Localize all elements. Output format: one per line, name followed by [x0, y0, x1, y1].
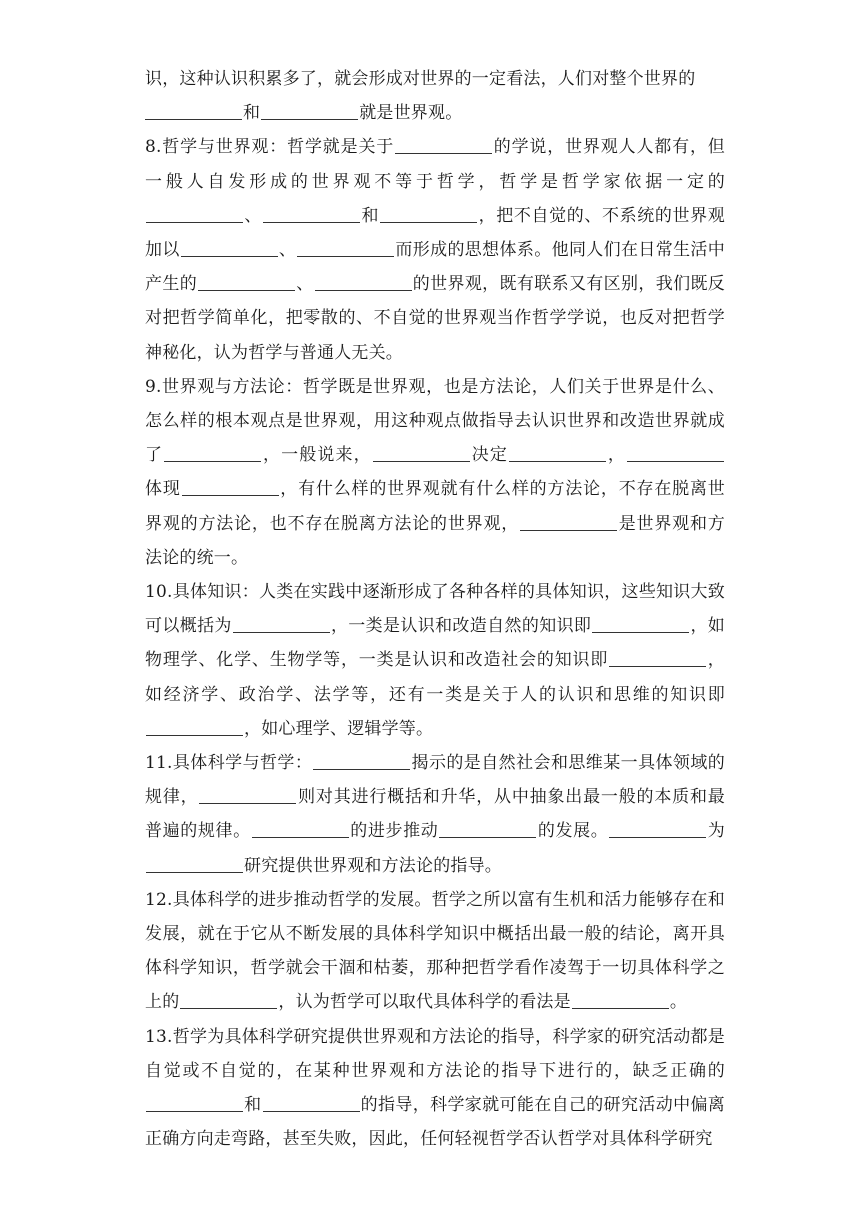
fill-blank[interactable] — [315, 289, 412, 291]
fill-blank[interactable] — [164, 460, 261, 462]
text-segment: 的学说，世界观人人都有，但一般人自发形成的世界观不等于哲学，哲学是哲学家依据一定的 — [145, 137, 725, 192]
fill-blank[interactable] — [297, 255, 394, 257]
text-segment: 8.哲学与世界观：哲学就是关于 — [145, 137, 395, 158]
text-segment: ，一类是认识和改造自然的知识即 — [330, 616, 592, 637]
text-segment: 的发展。 — [537, 821, 609, 842]
text-segment: ，如心理学、逻辑学等。 — [244, 718, 434, 739]
text-segment: 为 — [707, 821, 725, 842]
text-segment: 和 — [361, 205, 380, 226]
fill-blank[interactable] — [572, 1007, 669, 1009]
fill-blank[interactable] — [263, 1110, 360, 1112]
fill-blank[interactable] — [146, 221, 243, 223]
text-segment: ，如经济学、政治学、法学等，还有一类是关于人的认识和思维的知识即 — [145, 650, 726, 705]
fill-blank[interactable] — [380, 221, 477, 223]
text-segment: 11.具体科学与哲学： — [145, 753, 313, 774]
text-segment: 研究提供世界观和方法论的指导。 — [244, 855, 502, 876]
text-segment: ，认为哲学可以取代具体科学的看法是 — [278, 992, 571, 1013]
fill-blank[interactable] — [180, 1007, 277, 1009]
text-segment: 就是世界观。 — [359, 103, 463, 124]
text-segment: ， — [606, 445, 626, 466]
paragraph-10 — [145, 575, 725, 746]
text-segment: 、 — [296, 274, 314, 295]
text-segment: 的进步推动 — [349, 821, 439, 842]
fill-blank[interactable] — [592, 631, 689, 633]
paragraph-8 — [145, 130, 725, 369]
text-segment: ，把不自觉的、不系统的世界观加以 — [145, 205, 726, 261]
text-segment: 。 — [669, 992, 688, 1013]
fill-blank[interactable] — [395, 152, 492, 154]
fill-blank[interactable] — [313, 768, 410, 770]
text-segment: 的指导，科学家就可能在自己的研究活动中偏离正确方向走弯路，甚至失败，因此，任何轻视哲学否认哲学对具体科学研究 — [145, 1095, 725, 1150]
text-segment: 则对其进行概括和升华，从中抽象出最一般的本质和最普遍的规律。 — [145, 787, 725, 842]
document-body — [145, 62, 725, 1157]
fill-blank[interactable] — [146, 1110, 243, 1112]
text-segment: 和 — [243, 103, 261, 124]
paragraph-9 — [145, 370, 725, 575]
text-segment: 识，这种认识积累多了，就会形成对世界的一定看法，人们对整个世界的 — [145, 69, 696, 89]
text-segment: 12.具体科学的进步推动哲学的发展。哲学之所以富有生机和活力能够存在和发展，就在于它从不断发展的具体科学知识中概括出最一般的结论，离开具体科学知识，哲学就会干涸和枯萎，那种把哲学看作凌驾于一切具体科学之上的 — [145, 889, 725, 1013]
fill-blank[interactable] — [509, 460, 606, 462]
text-segment: 体现 — [145, 479, 181, 500]
text-segment: ，有什么样的世界观就有什么样的方法论，不存在脱离世界观的方法论，也不存在脱离方法论的世界观， — [145, 479, 726, 534]
fill-blank[interactable] — [252, 836, 349, 838]
fill-blank[interactable] — [627, 460, 724, 462]
text-segment: 揭示的是自然社会和思维某一具体领域的规律， — [145, 753, 725, 808]
fill-blank[interactable] — [439, 836, 536, 838]
text-segment: ，一般说来， — [262, 445, 372, 466]
paragraph-11 — [145, 746, 725, 883]
fill-blank[interactable] — [609, 836, 706, 838]
text-segment: 而形成的思想体系。他同人们在日常生活中产生的 — [145, 240, 725, 295]
text-segment: 10.具体知识：人类在实践中逐渐形成了各种各样的具体知识，这些知识大致可以概括为 — [145, 582, 725, 637]
text-segment: 决定 — [470, 445, 508, 466]
paragraph-13 — [145, 1020, 725, 1157]
paragraph-7-tail — [145, 62, 725, 130]
fill-blank[interactable] — [609, 665, 706, 667]
text-segment: 和 — [244, 1095, 262, 1116]
fill-blank[interactable] — [233, 631, 330, 633]
text-segment: ，如物理学、化学、生物学等，一类是认识和改造社会的知识即 — [145, 616, 725, 671]
fill-blank[interactable] — [373, 460, 470, 462]
fill-blank[interactable] — [263, 221, 360, 223]
text-segment: 的世界观，既有联系又有区别，我们既反对把哲学简单化，把零散的、不自觉的世界观当作哲学学说，也反对把哲学神秘化，认为哲学与普通人无关。 — [145, 274, 725, 363]
fill-blank[interactable] — [181, 255, 278, 257]
text-segment: 、 — [278, 240, 297, 261]
fill-blank[interactable] — [261, 118, 358, 120]
fill-blank[interactable] — [199, 802, 296, 804]
fill-blank[interactable] — [520, 529, 617, 531]
fill-blank[interactable] — [146, 734, 243, 736]
text-segment: 是世界观和方法论的统一。 — [145, 513, 725, 568]
fill-blank[interactable] — [182, 494, 279, 496]
text-segment: 、 — [244, 205, 263, 226]
text-segment: 9.世界观与方法论：哲学既是世界观，也是方法论，人们关于世界是什么、怎么样的根本观点是世界观，用这种观点做指导去认识世界和改造世界就成了 — [145, 376, 725, 466]
fill-blank[interactable] — [146, 871, 243, 873]
fill-blank[interactable] — [198, 289, 295, 291]
paragraph-12 — [145, 883, 725, 1020]
text-segment: 13.哲学为具体科学研究提供世界观和方法论的指导，科学家的研究活动都是自觉或不自觉的，在某种世界观和方法论的指导下进行的，缺乏正确的 — [145, 1026, 725, 1081]
fill-blank[interactable] — [145, 118, 242, 120]
